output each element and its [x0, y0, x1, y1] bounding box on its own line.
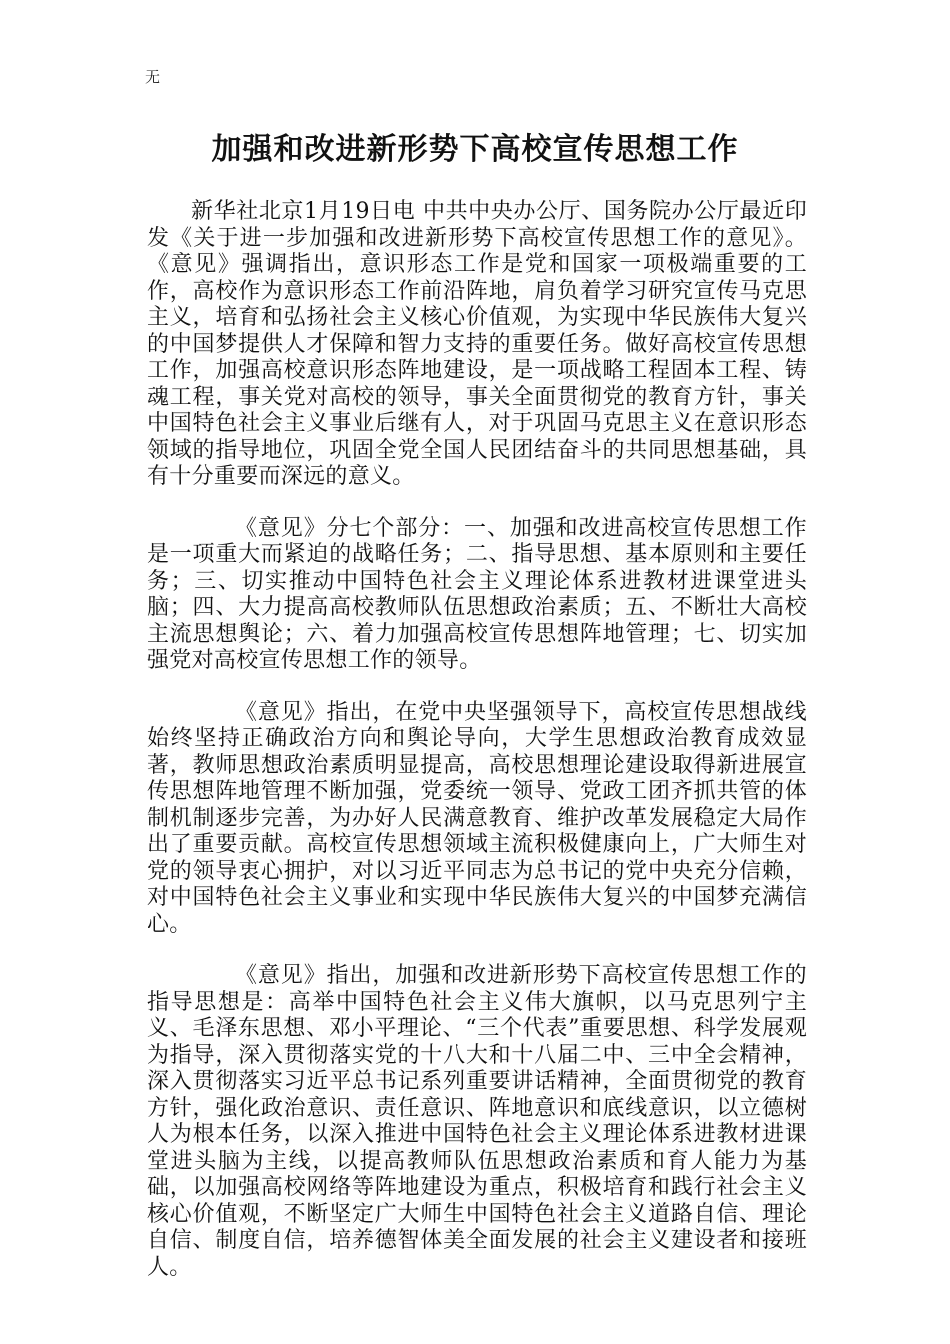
page-title: 加强和改进新形势下高校宣传思想工作	[211, 132, 739, 167]
paragraph-achievements: 《意见》指出，在党中央坚强领导下，高校宣传思想战线始终坚持正确政治方向和舆论导向，大学生思想政治教育成效显著，教师思想政治素质明显提高，高校思想理论建设取得新进展宣传思想阵地管理不断加强，党委统一领导、党政工团齐抓共管的体制机制逐步完善，为办好人民满意教育、维护改革发展稳定大局作出了重要贡献。高校宣传思想领域主流积极健康向上，广大师生对党的领导衷心拥护，对以习近平同志为总书记的党中央充分信赖，对中国特色社会主义事业和实现中华民族伟大复兴的中国梦充满信心。	[147, 699, 807, 937]
article-body	[147, 199, 807, 1306]
paragraph-sections: 《意见》分七个部分：一、加强和改进高校宣传思想工作是一项重大而紧迫的战略任务；二、指导思想、基本原则和主要任务；三、切实推动中国特色社会主义理论体系进教材进课堂进头脑；四、大力提高高校教师队伍思想政治素质；五、不断壮大高校主流思想舆论；六、着力加强高校宣传思想阵地管理；七、切实加强党对高校宣传思想工作的领导。	[147, 515, 807, 673]
paragraph-guiding-ideology: 《意见》指出，加强和改进新形势下高校宣传思想工作的指导思想是：高举中国特色社会主义伟大旗帜，以马克思列宁主义、毛泽东思想、邓小平理论、“三个代表”重要思想、科学发展观为指导，深入贯彻落实党的十八大和十八届二中、三中全会精神，深入贯彻落实习近平总书记系列重要讲话精神，全面贯彻党的教育方针，强化政治意识、责任意识、阵地意识和底线意识，以立德树人为根本任务，以深入推进中国特色社会主义理论体系进教材进课堂进头脑为主线，以提高教师队伍思想政治素质和育人能力为基础，以加强高校网络等阵地建设为重点，积极培育和践行社会主义核心价值观，不断坚定广大师生中国特色社会主义道路自信、理论自信、制度自信，培养德智体美全面发展的社会主义建设者和接班人。	[147, 963, 807, 1280]
paragraph-intro: 新华社北京1月19日电 中共中央办公厅、国务院办公厅最近印发《关于进一步加强和改进新形势下高校宣传思想工作的意见》。《意见》强调指出，意识形态工作是党和国家一项极端重要的工作，高校作为意识形态工作前沿阵地，肩负着学习研究宣传马克思主义，培育和弘扬社会主义核心价值观，为实现中华民族伟大复兴的中国梦提供人才保障和智力支持的重要任务。做好高校宣传思想工作，加强高校意识形态阵地建设，是一项战略工程固本工程、铸魂工程，事关党对高校的领导，事关全面贯彻党的教育方针，事关中国特色社会主义事业后继有人，对于巩固马克思主义在意识形态领域的指导地位，巩固全党全国人民团结奋斗的共同思想基础，具有十分重要而深远的意义。	[147, 199, 807, 489]
header-mark: 无	[145, 68, 161, 86]
